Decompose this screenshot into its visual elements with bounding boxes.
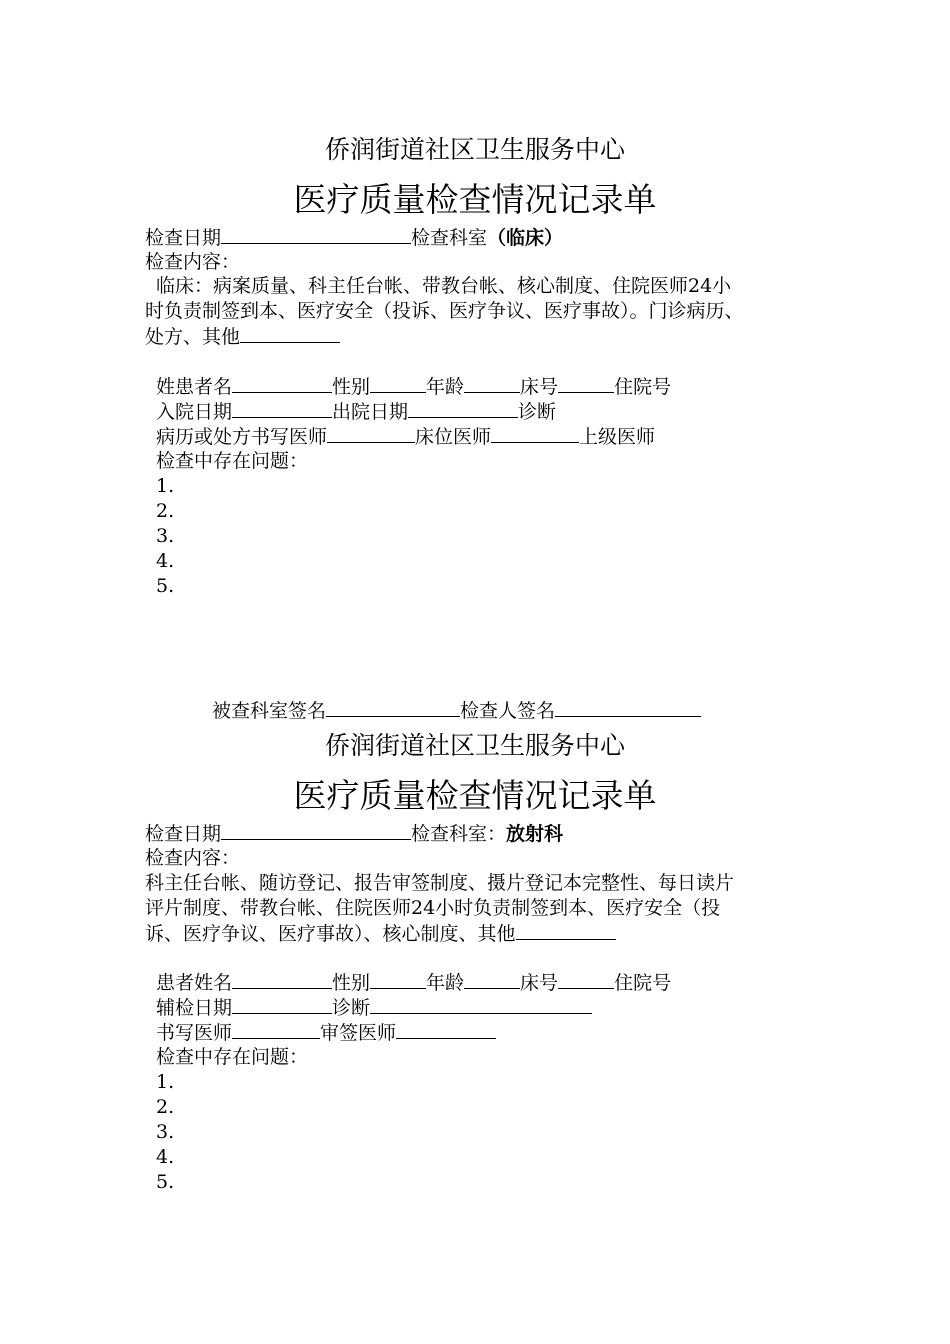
form2-admission-no-label: 住院号 bbox=[614, 972, 672, 994]
form2-content-line: 科主任台帐、随访登记、报告审签制度、摄片登记本完整性、每日读片 bbox=[145, 872, 735, 894]
form1-diagnosis-label: 诊断 bbox=[518, 401, 557, 423]
form1-gender-field[interactable] bbox=[370, 374, 426, 393]
form1-age-field[interactable] bbox=[464, 374, 520, 393]
form2-patient-name-field[interactable] bbox=[232, 970, 332, 989]
form1-bed-label: 床号 bbox=[520, 376, 559, 398]
form2-other-field[interactable] bbox=[516, 921, 616, 940]
form2-date-dept-row bbox=[145, 821, 563, 846]
form1-doctors-row bbox=[156, 424, 655, 449]
form1-sign-dept-label: 被查科室签名 bbox=[212, 700, 327, 722]
form1-content-line: 临床：病案质量、科主任台帐、带教台帐、核心制度、住院医师24小 bbox=[156, 275, 732, 297]
form1-problem-item: 3. bbox=[156, 525, 175, 547]
form2-writer-field[interactable] bbox=[232, 1020, 320, 1039]
form1-problem-item: 5. bbox=[156, 575, 175, 597]
form1-org-name: 侨润街道社区卫生服务中心 bbox=[324, 135, 625, 164]
form2-reviewer-field[interactable] bbox=[396, 1020, 496, 1039]
form2-patient-name-label: 患者姓名 bbox=[156, 972, 233, 994]
form2-date-field[interactable] bbox=[221, 821, 411, 840]
form1-content-line: 处方、其他 bbox=[145, 326, 241, 348]
form1-problem-item: 2. bbox=[156, 500, 175, 522]
form2-date-label: 检查日期 bbox=[145, 823, 222, 845]
form1-other-field[interactable] bbox=[240, 324, 340, 343]
form1-bed-doctor-label: 床位医师 bbox=[415, 426, 492, 448]
form1-problems-label: 检查中存在问题： bbox=[156, 450, 309, 472]
form1-patient-name-label: 姓患者名 bbox=[156, 376, 233, 398]
form1-bed-field[interactable] bbox=[558, 374, 614, 393]
form2-age-field[interactable] bbox=[464, 970, 520, 989]
form1-dept-label: 检查科室 bbox=[411, 227, 488, 249]
form2-doctors-row bbox=[156, 1020, 496, 1045]
form1-content-line-3 bbox=[145, 324, 340, 349]
form1-date-field[interactable] bbox=[221, 225, 411, 244]
form1-problem-item: 1. bbox=[156, 475, 175, 497]
form2-bed-field[interactable] bbox=[558, 970, 614, 989]
form1-writer-field[interactable] bbox=[327, 424, 415, 443]
form1-discharge-date-field[interactable] bbox=[408, 399, 518, 418]
form2-dept-value: 放射科 bbox=[506, 823, 564, 845]
form2-problems-label: 检查中存在问题： bbox=[156, 1046, 309, 1068]
form1-content-label: 检查内容： bbox=[145, 251, 241, 273]
form2-content-line: 诉、医疗争议、医疗事故）、核心制度、其他 bbox=[145, 923, 516, 945]
form1-writer-label: 病历或处方书写医师 bbox=[156, 426, 328, 448]
form1-content-line: 时负责制签到本、医疗安全（投诉、医疗争议、医疗事故）。门诊病历、 bbox=[145, 300, 744, 322]
form2-org-name: 侨润街道社区卫生服务中心 bbox=[324, 731, 625, 760]
form2-diagnosis-field[interactable] bbox=[370, 995, 592, 1014]
form1-admit-date-label: 入院日期 bbox=[156, 401, 233, 423]
form2-gender-label: 性别 bbox=[332, 972, 371, 994]
form1-age-label: 年龄 bbox=[426, 376, 465, 398]
form1-bed-doctor-field[interactable] bbox=[491, 424, 579, 443]
form2-problem-item: 5. bbox=[156, 1171, 175, 1193]
form1-gender-label: 性别 bbox=[332, 376, 371, 398]
form2-problem-item: 1. bbox=[156, 1071, 175, 1093]
form1-title: 医疗质量检查情况记录单 bbox=[293, 180, 657, 219]
form1-patient-row bbox=[156, 374, 671, 399]
form1-date-label: 检查日期 bbox=[145, 227, 222, 249]
form1-senior-doctor-label: 上级医师 bbox=[579, 426, 656, 448]
form1-admission-no-label: 住院号 bbox=[614, 376, 672, 398]
form2-bed-label: 床号 bbox=[520, 972, 559, 994]
form2-problem-item: 2. bbox=[156, 1096, 175, 1118]
form2-reviewer-label: 审签医师 bbox=[320, 1022, 397, 1044]
form2-writer-label: 书写医师 bbox=[156, 1022, 233, 1044]
form1-patient-name-field[interactable] bbox=[232, 374, 332, 393]
form1-discharge-date-label: 出院日期 bbox=[332, 401, 409, 423]
form2-diagnosis-label: 诊断 bbox=[332, 997, 371, 1019]
form2-exam-date-label: 辅检日期 bbox=[156, 997, 233, 1019]
form1-admit-date-field[interactable] bbox=[232, 399, 332, 418]
form2-exam-row bbox=[156, 995, 592, 1020]
form1-sign-inspector-label: 检查人签名 bbox=[460, 700, 556, 722]
form2-problem-item: 3. bbox=[156, 1121, 175, 1143]
form2-content-line-3 bbox=[145, 921, 616, 946]
form2-patient-row bbox=[156, 970, 671, 995]
form2-title: 医疗质量检查情况记录单 bbox=[293, 776, 657, 815]
form1-signature-row bbox=[212, 698, 701, 723]
form2-dept-label: 检查科室： bbox=[411, 823, 507, 845]
form2-problem-item: 4. bbox=[156, 1146, 175, 1168]
form1-dates-row bbox=[156, 399, 556, 424]
form1-problem-item: 4. bbox=[156, 550, 175, 572]
form1-dept-value: （临床） bbox=[487, 227, 564, 249]
form2-age-label: 年龄 bbox=[426, 972, 465, 994]
form2-gender-field[interactable] bbox=[370, 970, 426, 989]
form1-sign-dept-field[interactable] bbox=[326, 698, 460, 717]
form2-exam-date-field[interactable] bbox=[232, 995, 332, 1014]
form1-sign-inspector-field[interactable] bbox=[555, 698, 701, 717]
form2-content-line: 评片制度、带教台帐、住院医师24小时负责制签到本、医疗安全（投 bbox=[145, 897, 721, 919]
form2-content-label: 检查内容： bbox=[145, 847, 241, 869]
form1-date-dept-row bbox=[145, 225, 563, 250]
